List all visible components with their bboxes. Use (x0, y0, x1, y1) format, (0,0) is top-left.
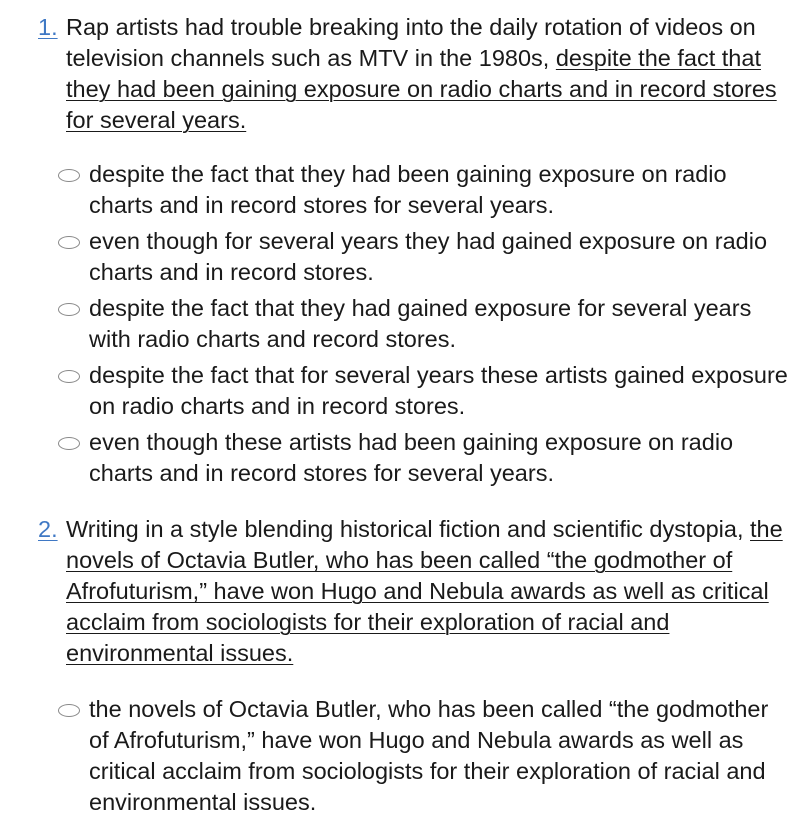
radio-button-icon[interactable] (58, 169, 80, 182)
stem-underlined-text: despite the fact that they had been gaining exposure on radio charts and in record stores for several years. (66, 45, 777, 133)
radio-button-icon[interactable] (58, 437, 80, 450)
choice-label: despite the fact that they had gained exposure for several years with radio charts and record stores. (89, 295, 752, 352)
choice-label: the novels of Octavia Butler, who has been called “the godmother of Afrofuturism,” have won Hugo and Nebula awards as well as critical acclaim from sociologists for their exploration of racial and environmental issues. (89, 696, 769, 815)
question-stem (66, 12, 788, 136)
radio-button-icon[interactable] (58, 370, 80, 383)
stem-text: Rap artists had trouble breaking into the daily rotation of videos on television channels such as MTV in the 1980s, (66, 14, 756, 71)
question-number-link[interactable]: 1. (38, 14, 58, 40)
stem-text: Writing in a style blending historical fiction and scientific dystopia, (66, 516, 751, 542)
choice-label: despite the fact that they had been gaining exposure on radio charts and in record stores for several years. (89, 161, 727, 218)
question-stem (66, 514, 788, 669)
choice-label: even though these artists had been gaining exposure on radio charts and in record stores for several years. (89, 429, 734, 486)
radio-button-icon[interactable] (58, 303, 80, 316)
stem-underlined-text: the novels of Octavia Butler, who has been called “the godmother of Afrofuturism,” have won Hugo and Nebula awards as well as critical acclaim from sociologists for their exploration of racial and environmental issues. (66, 516, 783, 666)
radio-button-icon[interactable] (58, 236, 80, 249)
radio-button-icon[interactable] (58, 704, 80, 717)
question-number-link[interactable]: 2. (38, 516, 58, 542)
choice-label: despite the fact that for several years these artists gained exposure on radio charts and in record stores. (89, 362, 788, 419)
choice-label: even though for several years they had gained exposure on radio charts and in record stores. (89, 228, 768, 285)
